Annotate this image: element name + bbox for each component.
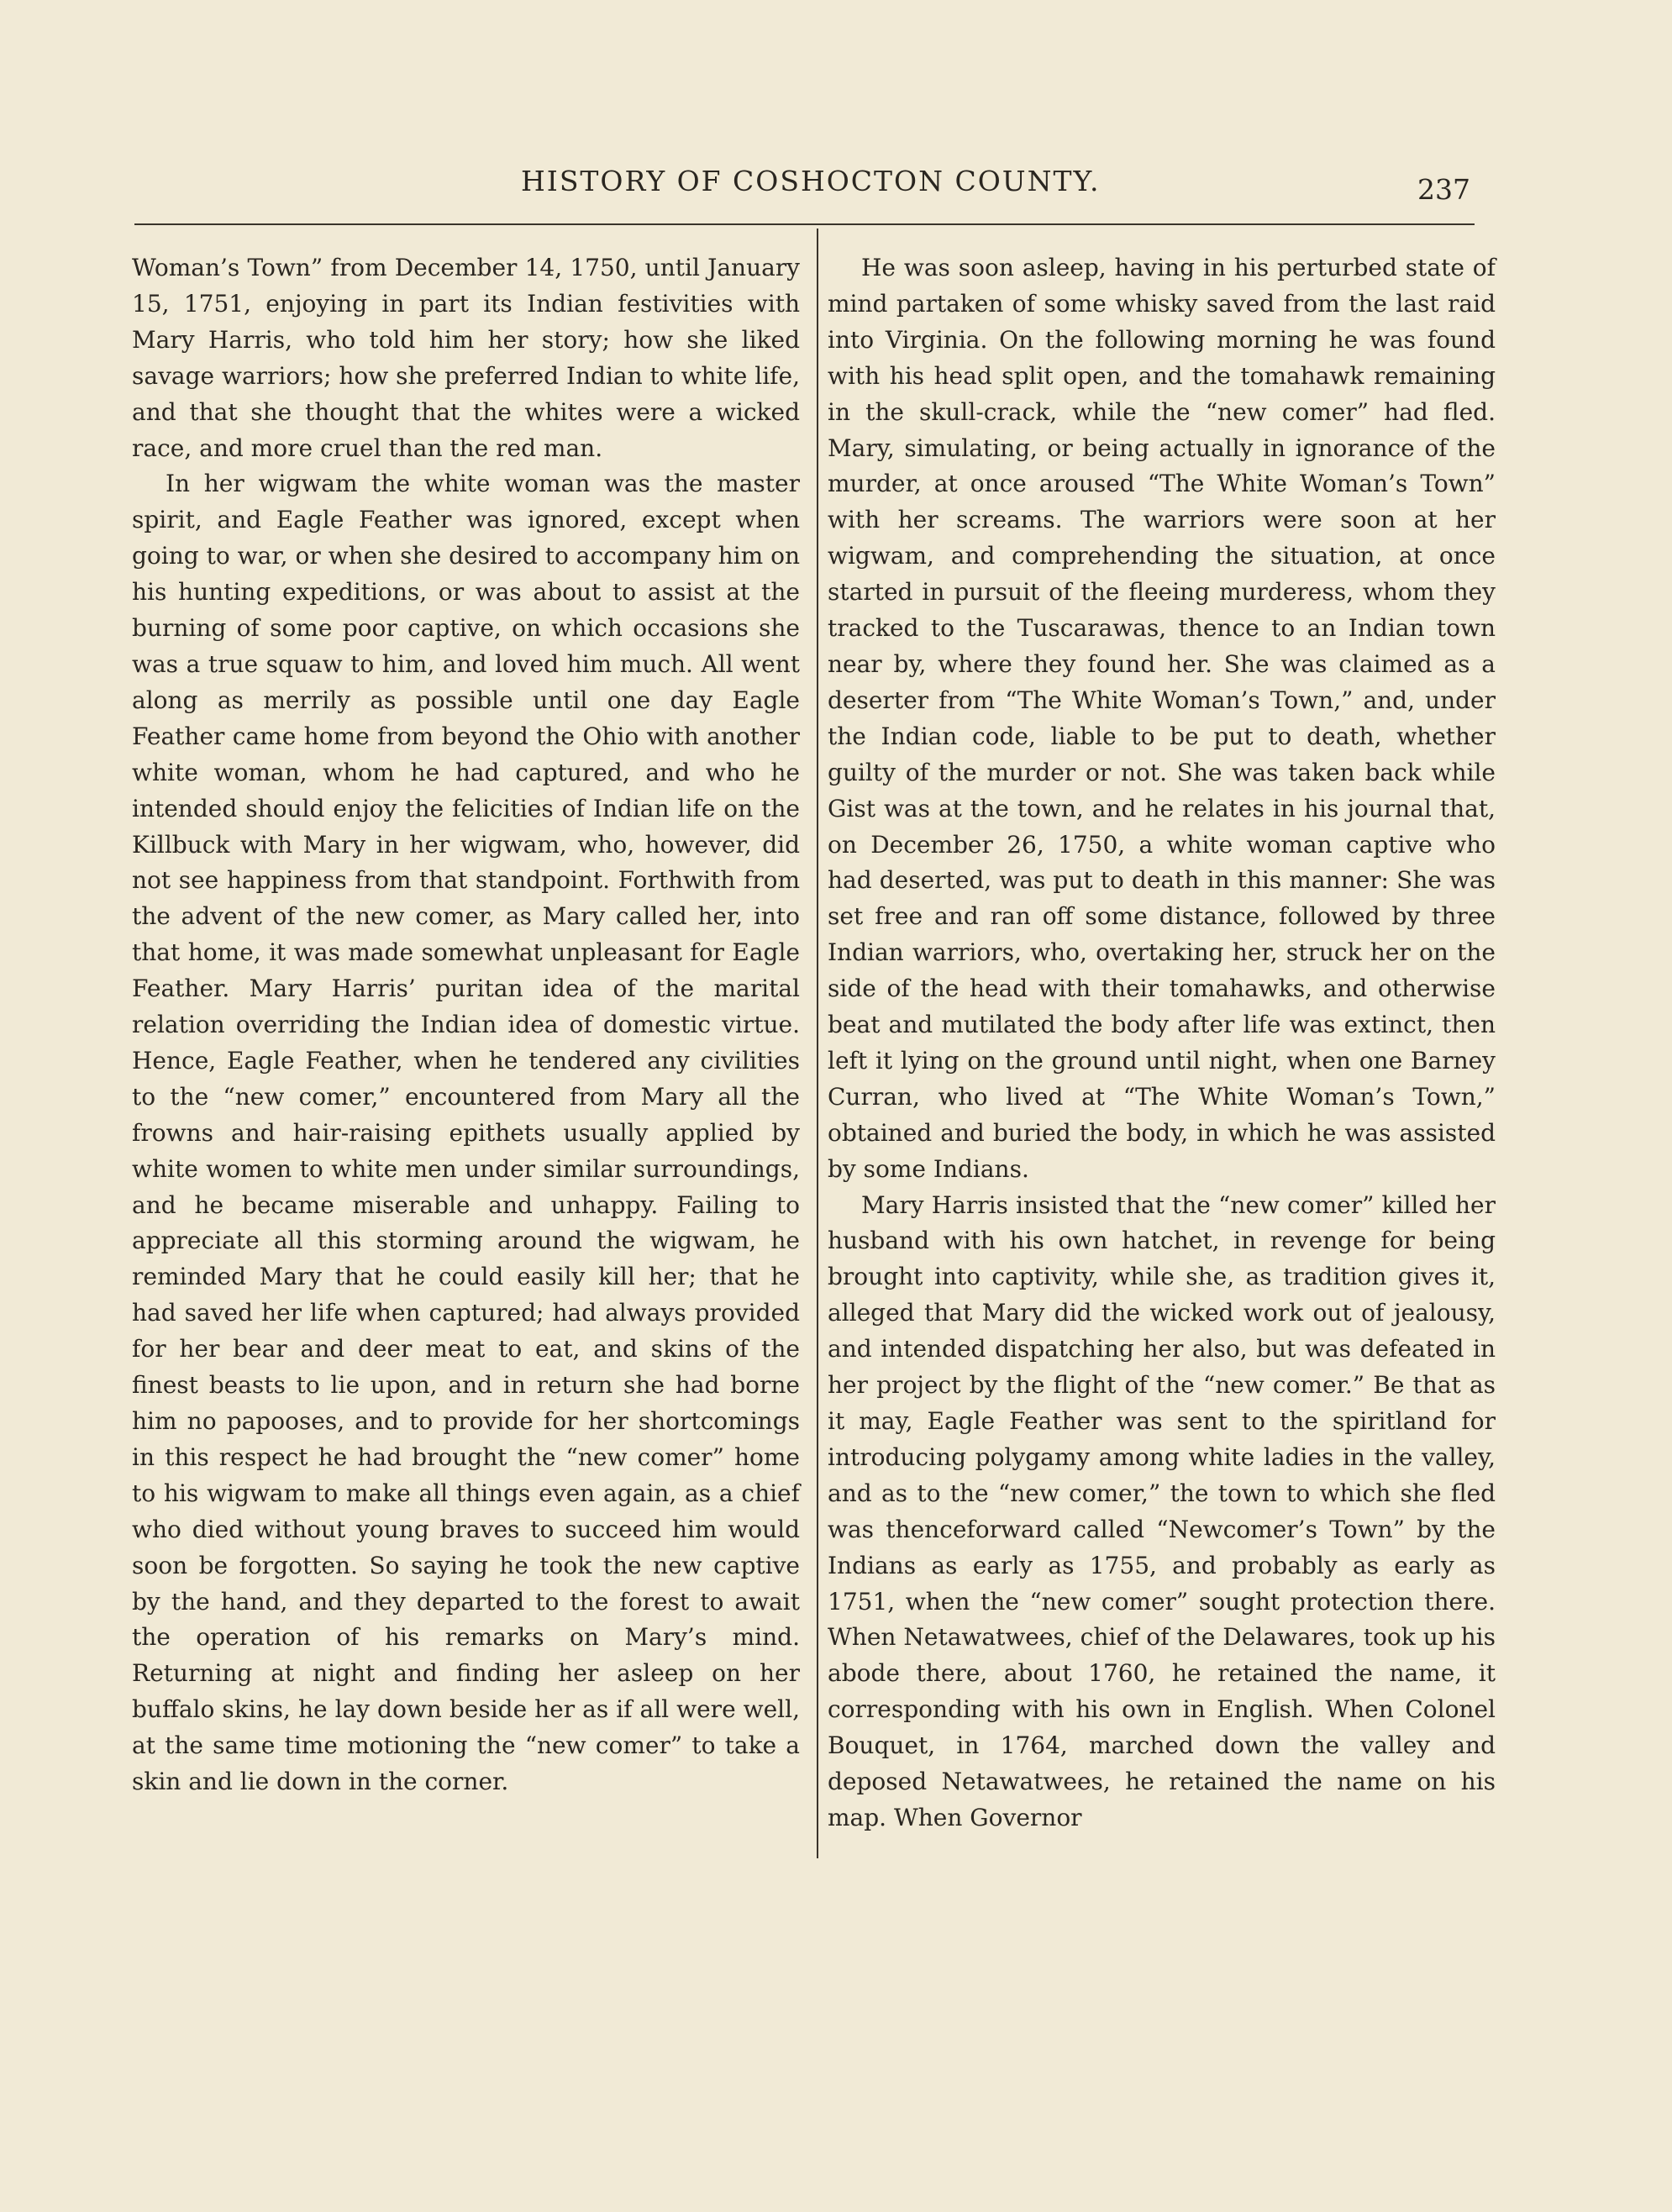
header-rule xyxy=(134,223,1475,225)
left-column xyxy=(132,250,800,1800)
running-head: HISTORY OF COSHOCTON COUNTY. xyxy=(521,165,1101,197)
paragraph: Woman’s Town” from December 14, 1750, until January 15, 1751, enjoying in part its Indian festivities with Mary Harris, who told him her story; how she liked savage warriors; how she preferred Indian to white life, and that she thought that the whites were a wicked race, and more cruel than the red man. xyxy=(132,254,800,462)
paragraph: Mary Harris insisted that the “new comer” killed her husband with his own hatchet, in revenge for being brought into captivity, while she, as tradition gives it, alleged that Mary did the wicked work out of jealousy, and intended dispatching her also, but was defeated in her project by the flight of the “new comer.” Be that as it may, Eagle Feather was sent to the spiritland for introducing polygamy among white ladies in the valley, and as to the “new comer,” the town to which she fled was thenceforward called “Newcomer’s Town” by the Indians as early as 1755, and probably as early as 1751, when the “new comer” sought protection there. When Netawatwees, chief of the Delawares, took up his abode there, about 1760, he retained the name, it corresponding with his own in English. When Colonel Bouquet, in 1764, marched down the valley and deposed Netawatwees, he retained the name on his map. When Governor xyxy=(828,1190,1496,1831)
page-number: 237 xyxy=(1417,173,1470,206)
paragraph: In her wigwam the white woman was the master spirit, and Eagle Feather was ignored, except when going to war, or when she desired to accompany him on his hunting expeditions, or was about to assist at the burning of some poor captive, on which occasions she was a true squaw to him, and loved him much. All went along as merrily as possible until one day Eagle Feather came home from beyond the Ohio with another white woman, whom he had captured, and who he intended should enjoy the felicities of Indian life on the Killbuck with Mary in her wigwam, who, however, did not see happiness from that standpoint. Forthwith from the advent of the new comer, as Mary called her, into that home, it was made somewhat unpleasant for Eagle Feather. Mary Harris’ puritan idea of the marital relation overriding the Indian idea of domestic virtue. Hence, Eagle Feather, when he tendered any civilities to the “new comer,” encountered from Mary all the frowns and hair-raising epithets usually applied by white women to white men under similar surroundings, and he became miserable and unhappy. Failing to appreciate all this storming around the wigwam, he reminded Mary that he could easily kill her; that he had saved her life when captured; had always provided for her bear and deer meat to eat, and skins of the finest beasts to lie upon, and in return she had borne him no papooses, and to provide for her shortcomings in this respect he had brought the “new comer” home to his wigwam to make all things even again, as a chief who died without young braves to succeed him would soon be forgotten. So saying he took the new captive by the hand, and they departed to the forest to await the operation of his remarks on Mary’s mind. Returning at night and finding her asleep on her buffalo skins, he lay down beside her as if all were well, at the same time motioning the “new comer” to take a skin and lie down in the corner. xyxy=(132,470,800,1796)
right-column xyxy=(828,250,1496,1836)
paragraph: He was soon asleep, having in his perturbed state of mind partaken of some whisky saved from the last raid into Virginia. On the following morning he was found with his head split open, and the tomahawk remaining in the skull-crack, while the “new comer” had fled. Mary, simulating, or being actually in ignorance of the murder, at once aroused “The White Woman’s Town” with her screams. The warriors were soon at her wigwam, and comprehending the situation, at once started in pursuit of the fleeing murderess, whom they tracked to the Tuscarawas, thence to an Indian town near by, where they found her. She was claimed as a deserter from “The White Woman’s Town,” and, under the Indian code, liable to be put to death, whether guilty of the murder or not. She was taken back while Gist was at the town, and he relates in his journal that, on December 26, 1750, a white woman captive who had deserted, was put to death in this manner: She was set free and ran off some distance, followed by three Indian warriors, who, overtaking her, struck her on the side of the head with their tomahawks, and otherwise beat and mutilated the body after life was extinct, then left it lying on the ground until night, when one Barney Curran, who lived at “The White Woman’s Town,” obtained and buried the body, in which he was assisted by some Indians. xyxy=(828,254,1496,1183)
column-rule xyxy=(817,229,818,1858)
page-header xyxy=(134,165,1470,215)
